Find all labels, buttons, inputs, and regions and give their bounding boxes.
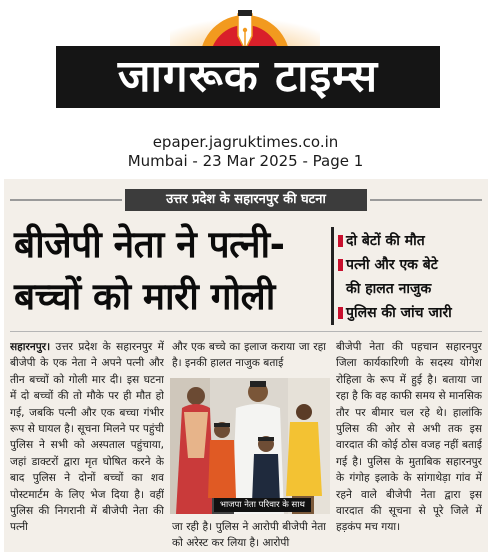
kicker-row	[4, 189, 488, 211]
body-column-2-bottom	[172, 519, 326, 552]
kicker-label: उत्तर प्रदेश के सहारनपुर की घटना	[125, 189, 367, 211]
highlight-item-continued	[338, 277, 488, 301]
bullet-mark-icon	[338, 235, 343, 247]
family-photo-illustration	[170, 378, 330, 514]
family-photo	[170, 378, 330, 514]
headline-line-1: बीजेपी नेता ने पत्नी-	[14, 223, 285, 266]
body-column-3	[336, 339, 482, 552]
bullet-mark-icon	[338, 259, 343, 271]
headline	[14, 219, 334, 323]
body-text: और एक बच्चे का इलाज कराया जा रहा है। इनकी हालत नाजुक बताई	[172, 341, 326, 370]
body-text: उत्तर प्रदेश के सहारनपुर में बीजेपी के एक नेता ने अपने पत्नी और तीन बच्चों को गोली मार दी। इस घटना में दो बच्चों की तो मौके पर ही मौत हो गई, जबकि पत्नी और एक बच्चा गंभीर रूप से घायल है। सूचना मिलने पर पहुंची पुलिस ने सभी को अस्पताल पहुंचाया, जहां डाक्टरों द्वारा मृत घोषित करने के बाद पुलिस ने दोनों बच्चों का शव पोस्टमार्टम के लिए भेज दिया है। वहीं पुलिस की निगरानी में बीजेपी नेता की पत्नी	[10, 341, 164, 534]
highlights-list	[338, 229, 488, 325]
masthead	[0, 0, 491, 170]
news-clipping	[4, 179, 488, 552]
kicker-rule-left	[10, 199, 122, 201]
newspaper-logo: जागरूक टाइम्स	[56, 46, 440, 108]
highlight-text: दो बेटों की मौत	[346, 233, 425, 249]
headline-line-2: बच्चों को मारी गोली	[14, 275, 275, 318]
dateline: सहारनपुर।	[10, 341, 51, 353]
highlight-item	[338, 301, 488, 325]
body-column-2-top	[172, 339, 326, 375]
highlight-item	[338, 253, 488, 277]
body-text: जा रही है। पुलिस ने आरोपी बीजेपी नेता को अरेस्ट कर लिया है। आरोपी	[172, 521, 326, 550]
photo-caption: भाजपा नेता परिवार के साथ	[214, 498, 311, 512]
epaper-url[interactable]: epaper.jagruktimes.co.in	[152, 133, 339, 151]
highlight-item	[338, 229, 488, 253]
highlights-divider	[331, 227, 334, 325]
highlight-text: की हालत नाजुक	[346, 281, 432, 297]
body-text: बीजेपी नेता की पहचान सहारनपुर जिला कार्यकारिणी के सदस्य योगेश रोहिला के रूप में हुई है। बताया जा रहा है कि वह काफी समय से मानसिक तौर पर बीमार चल रहे थे। हालांकि पुलिस की ओर से अभी तक इस वारदात की कोई ठोस वजह नहीं बताई गई है। पुलिस के मुताबिक सहारनपुर के गंगोह इलाके के सांगाथेड़ा गांव में रहने वाले बीजेपी नेता द्वारा इस वारदात की सूचना से पूरे जिले में हड़कंप मच गया।	[336, 341, 482, 534]
kicker-rule-right	[370, 199, 482, 201]
edition-date-line: Mumbai - 23 Mar 2025 - Page 1	[127, 152, 364, 170]
headline-rule	[10, 331, 482, 332]
body-column-1	[10, 339, 164, 552]
bullet-mark-icon	[338, 307, 343, 319]
highlight-text: पुलिस की जांच जारी	[346, 305, 452, 321]
highlight-text: पत्नी और एक बेटे	[346, 257, 438, 273]
